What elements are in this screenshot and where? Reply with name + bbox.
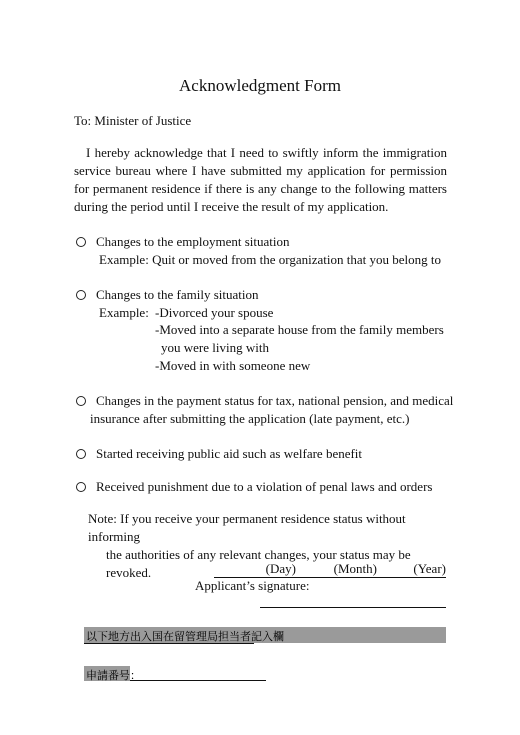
date-year-field[interactable] [377, 561, 446, 578]
item-payment-line2: insurance after submitting the application (late payment, etc.) [90, 411, 410, 426]
item-employment [76, 233, 290, 251]
item-family-example-prefix: Example: [99, 305, 149, 320]
item-label: Changes to the family situation [96, 287, 259, 302]
signature-line[interactable] [260, 607, 446, 608]
date-day-field[interactable] [214, 561, 296, 578]
circle-bullet-icon [76, 449, 86, 459]
month-label: (Month) [296, 561, 377, 578]
circle-bullet-icon [76, 290, 86, 300]
item-label: Received punishment due to a violation of penal laws and orders [96, 479, 433, 494]
circle-bullet-icon [76, 237, 86, 247]
item-family [76, 286, 258, 304]
date-month-field[interactable] [296, 561, 377, 578]
item-employment-example: Example: Quit or moved from the organization that you belong to [99, 252, 442, 267]
item-family-example: -Divorced your spouse [155, 305, 274, 320]
signature-label: Applicant’s signature: [195, 578, 310, 593]
item-public-aid [76, 445, 362, 463]
day-label: (Day) [214, 561, 296, 578]
note-line-2: the authorities of any relevant changes, your status may be revoked. [106, 547, 411, 580]
year-label: (Year) [377, 561, 446, 578]
item-family-example: -Moved in with someone new [155, 358, 311, 373]
office-use-label: 以下地方出入国在留管理局担当者記入欄 [86, 631, 284, 643]
circle-bullet-icon [76, 482, 86, 492]
circle-bullet-icon [76, 396, 86, 406]
note-line-1: Note: If you receive your permanent residence status without informing [88, 511, 406, 544]
application-number-field[interactable] [130, 680, 266, 681]
item-family-example: you were living with [161, 340, 269, 355]
item-family-example: -Moved into a separate house from the family members [155, 322, 444, 337]
item-payment [76, 392, 454, 410]
application-number-label: 申請番号： [86, 670, 141, 682]
item-label: Changes to the employment situation [96, 234, 290, 249]
item-label: Changes in the payment status for tax, national pension, and medical [96, 393, 454, 408]
item-punishment [76, 478, 432, 496]
item-label: Started receiving public aid such as welfare benefit [96, 446, 363, 461]
intro-paragraph: I hereby acknowledge that I need to swiftly inform the immigration service bureau where I have submitted my application for permission for permanent residence if there is any change to the following matters during the period until I receive the result of my application. [74, 145, 447, 214]
form-title: Acknowledgment Form [179, 76, 341, 95]
addressee: To: Minister of Justice [74, 113, 192, 128]
